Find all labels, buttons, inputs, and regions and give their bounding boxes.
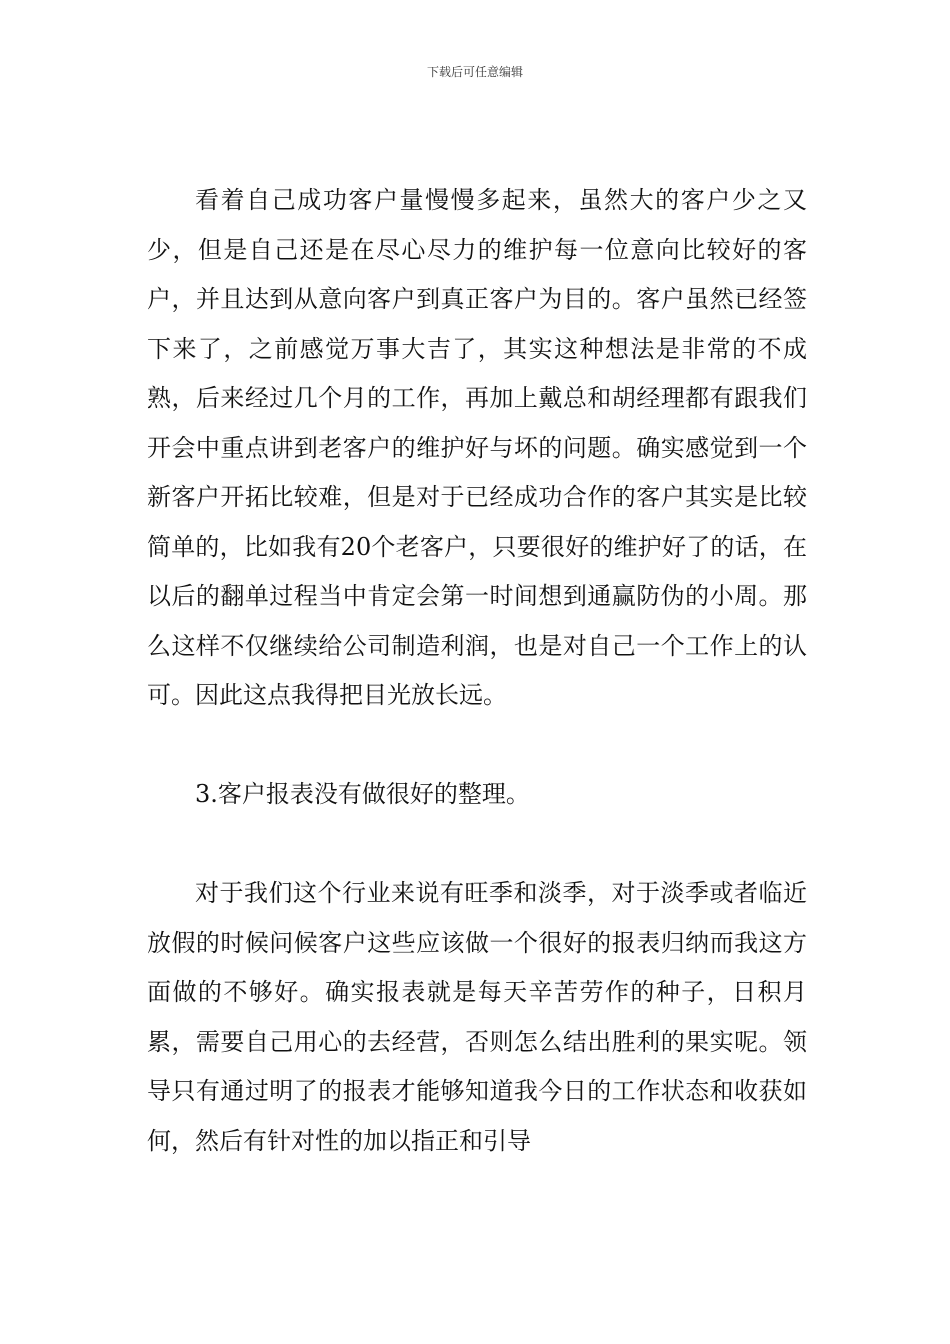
section-heading-3: 3.客户报表没有做很好的整理。 <box>195 780 530 808</box>
document-body <box>147 176 807 1166</box>
paragraph-report-organization: 对于我们这个行业来说有旺季和淡季，对于淡季或者临近放假的时候问候客户这些应该做一个很好的报表归纳而我这方面做的不够好。确实报表就是每天辛苦劳作的种子，日积月累，需要自己用心的去经营，否则怎么结出胜利的果实呢。领导只有通过明了的报表才能够知道我今日的工作状态和收获如何，然后有针对性的加以指正和引导 <box>147 879 807 1155</box>
paragraph-customer-maintenance: 看着自己成功客户量慢慢多起来，虽然大的客户少之又少，但是自己还是在尽心尽力的维护每一位意向比较好的客户，并且达到从意向客户到真正客户为目的。客户虽然已经签下来了，之前感觉万事大吉了，其实这种想法是非常的不成熟，后来经过几个月的工作，再加上戴总和胡经理都有跟我们开会中重点讲到老客户的维护好与坏的问题。确实感觉到一个新客户开拓比较难，但是对于已经成功合作的客户其实是比较简单的，比如我有20个老客户，只要很好的维护好了的话，在以后的翻单过程当中肯定会第一时间想到通赢防伪的小周。那么这样不仅继续给公司制造利润，也是对自己一个工作上的认可。因此这点我得把目光放长远。 <box>147 186 807 709</box>
header-note: 下载后可任意编辑 <box>426 65 523 79</box>
